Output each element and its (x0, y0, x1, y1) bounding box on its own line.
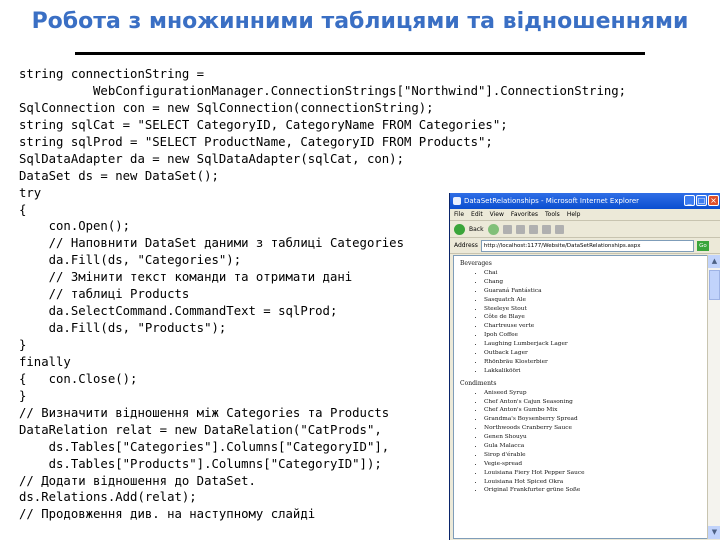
list-item: • Sirop d'érable (484, 451, 707, 460)
code-line: finally (19, 354, 71, 369)
ie-icon (453, 197, 461, 205)
browser-toolbar (450, 221, 720, 238)
menu-favorites[interactable]: Favorites (510, 211, 539, 218)
code-line: // таблиці Products (19, 287, 190, 302)
menu-bar (450, 209, 720, 221)
minimize-button[interactable]: _ (684, 195, 695, 206)
list-item: • Sasquatch Ale (484, 296, 707, 305)
list-item: • Rhönbräu Klosterbier (484, 358, 707, 367)
code-line: DataSet ds = new DataSet(); (19, 168, 219, 183)
slide-title: Робота з множинними таблицями та відношеннями (31, 9, 689, 34)
back-label[interactable]: Back (469, 225, 484, 233)
code-line: SqlDataAdapter da = new SqlDataAdapter(sqlCat, con); (19, 151, 404, 166)
list-item: • Côte de Blaye (484, 313, 707, 322)
list-item: • Aniseed Syrup (484, 389, 707, 398)
list-item: • Gula Malacca (484, 442, 707, 451)
browser-titlebar[interactable] (450, 193, 720, 209)
code-line: } (19, 388, 27, 403)
address-bar (450, 238, 720, 254)
code-line: { con.Close(); (19, 371, 138, 386)
code-line: WebConfigurationManager.ConnectionStrings["Northwind"].ConnectionString; (19, 83, 627, 98)
code-line: // Наповнити DataSet даними з таблиці Categories (19, 236, 404, 251)
code-line: try (19, 185, 42, 200)
stop-icon[interactable] (503, 225, 512, 234)
code-line: // Продовження див. на наступному слайді (19, 507, 316, 522)
code-line: con.Open(); (19, 219, 131, 234)
favorites-icon[interactable] (555, 225, 564, 234)
code-line: string connectionString = (19, 67, 205, 81)
code-line: // Визначити відношення між Categories та Products (19, 405, 390, 420)
home-icon[interactable] (529, 225, 538, 234)
menu-file[interactable]: File (454, 211, 465, 218)
browser-window[interactable] (449, 193, 720, 540)
list-item: • Ipoh Coffee (484, 331, 707, 340)
list-item: • Laughing Lumberjack Lager (484, 340, 707, 349)
code-line: // Змінити текст команди та отримати дані (19, 270, 353, 285)
list-item: • Chef Anton's Gumbo Mix (484, 406, 707, 415)
search-icon[interactable] (542, 225, 551, 234)
list-item: • Louisiana Fiery Hot Pepper Sauce (484, 469, 707, 478)
maximize-button[interactable]: □ (697, 196, 706, 205)
back-icon[interactable] (454, 224, 465, 235)
menu-edit[interactable]: Edit (471, 211, 483, 218)
list-item: • Grandma's Boysenberry Spread (484, 415, 707, 424)
scroll-down-icon[interactable]: ▼ (708, 526, 720, 539)
title-underline (75, 52, 645, 55)
address-input[interactable]: http://localhost:1177/Website/DataSetRelationships.aspx (481, 240, 694, 252)
code-line: da.Fill(ds, "Products"); (19, 321, 227, 336)
product-list (454, 269, 707, 376)
scroll-thumb[interactable] (709, 270, 720, 300)
vertical-scrollbar[interactable] (707, 255, 720, 539)
address-label: Address (454, 242, 478, 249)
list-item: • Chang (484, 278, 707, 287)
window-title: DataSetRelationships - Microsoft Internet Explorer (464, 197, 640, 205)
list-item: • Chai (484, 269, 707, 278)
list-item: • Genen Shouyu (484, 433, 707, 442)
go-button[interactable]: Go (697, 241, 709, 251)
code-line: da.Fill(ds, "Categories"); (19, 253, 242, 268)
list-item: • Steeleye Stout (484, 305, 707, 314)
close-button[interactable]: × (708, 195, 719, 206)
list-item: • Chartreuse verte (484, 322, 707, 331)
list-item: • Chef Anton's Cajun Seasoning (484, 398, 707, 407)
code-line: da.SelectCommand.CommandText = sqlProd; (19, 304, 338, 319)
menu-view[interactable]: View (489, 211, 504, 218)
category-heading: Beverages (460, 260, 492, 267)
code-line: ds.Tables["Products"].Columns["CategoryID"]); (19, 456, 382, 471)
menu-help[interactable]: Help (566, 211, 581, 218)
list-item: • Lakkalikööri (484, 367, 707, 376)
code-line: ds.Tables["Categories"].Columns["CategoryID"], (19, 439, 390, 454)
refresh-icon[interactable] (516, 225, 525, 234)
category-heading: Condiments (460, 379, 497, 387)
list-item: • Original Frankfurter grüne Soße (484, 486, 707, 495)
scroll-up-icon[interactable]: ▲ (708, 255, 720, 268)
code-line: // Додати відношення до DataSet. (19, 473, 256, 488)
list-item: • Louisiana Hot Spiced Okra (484, 478, 707, 487)
code-line: { (19, 202, 27, 217)
code-line: } (19, 338, 27, 352)
menu-tools[interactable]: Tools (545, 211, 560, 218)
code-line: SqlConnection con = new SqlConnection(connectionString); (19, 100, 434, 115)
code-line: DataRelation relat = new DataRelation("CatProds", (19, 422, 382, 437)
product-list (454, 389, 707, 496)
list-item: • Guaraná Fantástica (484, 287, 707, 296)
page-content (453, 255, 708, 539)
code-line: string sqlCat = "SELECT CategoryID, CategoryName FROM Categories"; (19, 117, 508, 132)
code-line: ds.Relations.Add(relat); (19, 490, 197, 505)
forward-icon[interactable] (488, 224, 499, 235)
list-item: • Vegie-spread (484, 460, 707, 469)
code-line: string sqlProd = "SELECT ProductName, CategoryID FROM Products"; (19, 134, 493, 149)
list-item: • Northwoods Cranberry Sauce (484, 424, 707, 433)
list-item: • Outback Lager (484, 349, 707, 358)
